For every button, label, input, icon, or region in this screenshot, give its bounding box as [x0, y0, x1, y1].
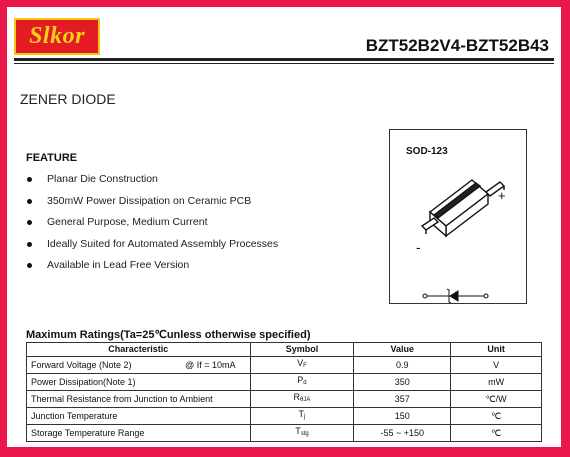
ratings-heading: Maximum Ratings(Ta=25℃unless otherwise specified) [26, 329, 311, 341]
feature-item: Available in Lead Free Version [26, 259, 278, 281]
table-row: Junction Temperature $T_j$ 150 ℃ [27, 408, 542, 425]
header-rule-thick [14, 58, 554, 61]
col-header-value: Value [354, 343, 451, 357]
test-condition: @ If = 10mA [185, 359, 236, 370]
table-header-row [27, 343, 542, 357]
bullet-icon [27, 263, 32, 268]
feature-item: 350mW Power Dissipation on Ceramic PCB [26, 195, 278, 217]
plus-label: + [498, 188, 506, 203]
part-number: BZT52B2V4-BZT52B43 [365, 36, 549, 55]
sod123-package-icon [422, 180, 504, 236]
bullet-icon [27, 220, 32, 225]
table-row: Power Dissipation(Note 1) $P_d$ 350 mW [27, 374, 542, 391]
brand-logo [14, 18, 100, 55]
feature-list [26, 173, 278, 281]
table-row: Storage Temperature Range $T_{stg}$ -55 ~ +150 ℃ [27, 425, 542, 442]
feature-item: Planar Die Construction [26, 173, 278, 195]
datasheet-page [7, 7, 561, 447]
minus-label: - [416, 239, 421, 255]
col-header-unit: Unit [451, 343, 542, 357]
bullet-icon [27, 199, 32, 204]
package-drawing [390, 130, 526, 303]
package-box [389, 129, 527, 304]
zener-diode-symbol-icon [423, 289, 488, 303]
logo-text: Slkor [29, 23, 85, 49]
table-row: Thermal Resistance from Junction to Ambient $R_{\theta JA}$ 357 ℃/W [27, 391, 542, 408]
bullet-icon [27, 242, 32, 247]
feature-item: Ideally Suited for Automated Assembly Processes [26, 238, 278, 260]
product-type: ZENER DIODE [20, 91, 116, 107]
bullet-icon [27, 177, 32, 182]
feature-heading: FEATURE [26, 152, 78, 164]
col-header-characteristic: Characteristic [27, 343, 251, 357]
table-row: Forward Voltage (Note 2) @ If = 10mA $V_F$ 0.9 V [27, 357, 542, 374]
col-header-symbol: Symbol [250, 343, 354, 357]
header-rule-thin [14, 63, 554, 64]
ratings-table [26, 342, 542, 442]
feature-item: General Purpose, Medium Current [26, 216, 278, 238]
package-label: SOD-123 [406, 146, 448, 157]
